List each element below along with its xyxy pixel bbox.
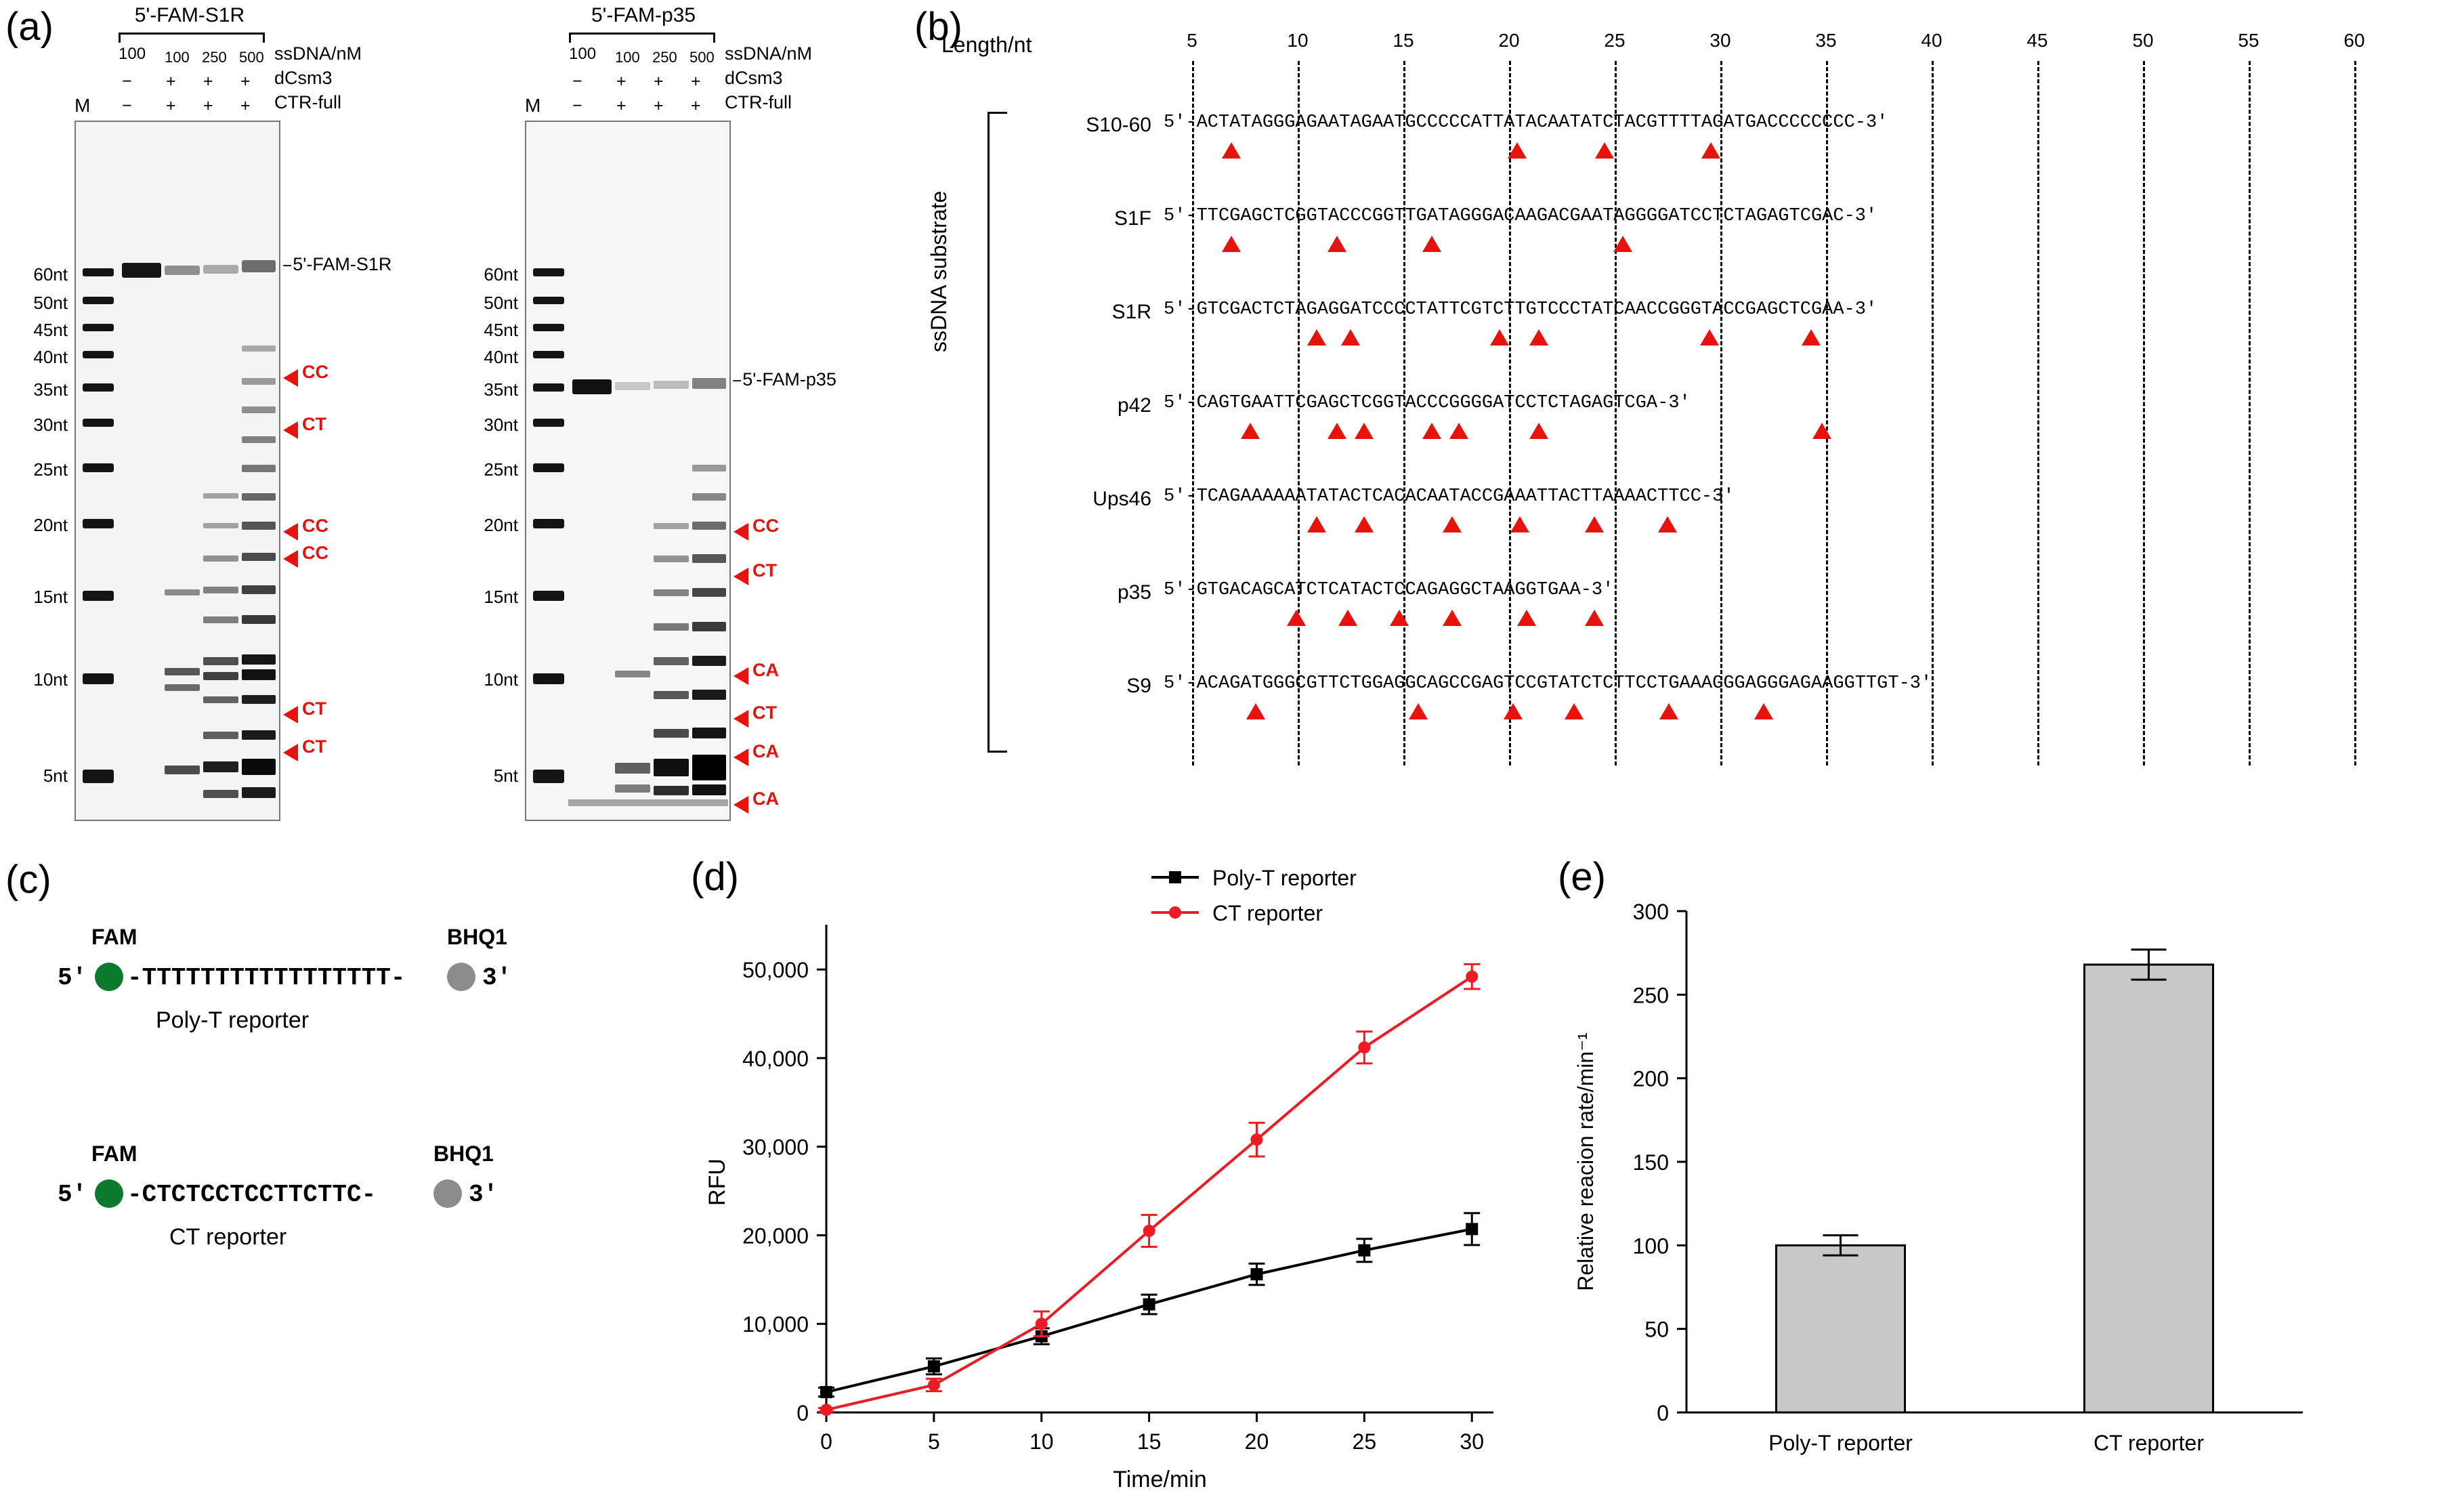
svg-text:250: 250 — [1632, 983, 1669, 1008]
seq-text-s10-60: 5′-ACTATAGGGAGAATAGAATGCCCCCATTATACAATATCTACGTTTTAGATGACCCCCCCC-3′ — [1164, 112, 1888, 133]
gel2-dcsm3-v0: − — [572, 72, 582, 91]
len-tick-40: 40 — [1921, 30, 1942, 51]
gel2-ladder-40nt: 40nt — [484, 347, 518, 367]
reporter1-sequence: -TTTTTTTTTTTTTTTTT- — [127, 964, 406, 992]
gel2-conc-250: 250 — [652, 49, 677, 66]
grid-line-35 — [1826, 61, 1828, 766]
gel2-title: 5'-FAM-p35 — [591, 4, 696, 26]
svg-text:15: 15 — [1137, 1429, 1162, 1454]
reporter1-three-prime: 3′ — [482, 964, 512, 992]
gel2-annot-3: CA — [752, 660, 779, 680]
seq-name-p42: p42 — [1117, 394, 1151, 417]
panel-b — [908, 0, 2464, 847]
cut-arrow-s10-3 — [1595, 142, 1614, 159]
relative-rate-chart — [1551, 850, 2364, 1510]
len-tick-60: 60 — [2343, 30, 2365, 51]
cut-arrow-s1r-3 — [1490, 329, 1509, 345]
cut-arrow-p42-5 — [1449, 423, 1468, 439]
len-tick-45: 45 — [2026, 30, 2048, 51]
cut-arrow-s9-2 — [1409, 703, 1428, 719]
panel-b-axis-title: Length/nt — [941, 33, 1032, 57]
seq-text-s1r: 5′-GTCGACTCTAGAGGATCCCCTATTCGTCTTGTCCCTATCAACCGGGTACCGAGCTCGAA-3′ — [1164, 299, 1877, 320]
gel1-ladder-40nt: 40nt — [33, 347, 68, 367]
grid-line-45 — [2037, 61, 2039, 766]
svg-text:Relative reacion rate/min⁻¹: Relative reacion rate/min⁻¹ — [1573, 1032, 1598, 1291]
grid-line-60 — [2354, 61, 2356, 766]
reporter2-five-prime: 5′ — [58, 1181, 87, 1209]
gel1-conc-100: 100 — [119, 45, 146, 63]
gel2-annot-5: CA — [752, 741, 779, 761]
cut-arrow-s10-2 — [1508, 142, 1527, 159]
gel1-ctr-v0: − — [122, 96, 132, 115]
cut-arrow-p42-2 — [1327, 423, 1346, 439]
gel1-annot-6: CT — [302, 736, 326, 757]
gel1-arrow-2 — [283, 421, 298, 439]
grid-line-55 — [2249, 61, 2251, 766]
gel2-annot-1: CC — [752, 516, 779, 536]
grid-line-15 — [1403, 61, 1405, 766]
svg-text:Poly-T reporter: Poly-T reporter — [1212, 866, 1357, 890]
cut-arrow-ups46-3 — [1443, 516, 1462, 532]
len-tick-35: 35 — [1815, 30, 1837, 51]
gel1-dcsm3-label: dCsm3 — [274, 68, 333, 88]
cut-arrow-s1r-6 — [1802, 329, 1821, 345]
cut-arrow-s10-1 — [1222, 142, 1241, 159]
gel1-arrow-5 — [283, 706, 298, 723]
svg-text:RFU: RFU — [704, 1158, 730, 1206]
gel1-annot-2: CT — [302, 414, 326, 434]
gel2-dcsm3-v2: + — [654, 72, 664, 91]
panel-b-side-label: ssDNA substrate — [927, 190, 951, 352]
gel2-dcsm3-label: dCsm3 — [725, 68, 783, 88]
panel-e — [1551, 850, 2464, 1510]
gel1-ctr-v2: + — [203, 96, 213, 115]
gel2-ctr-v3: + — [691, 96, 701, 115]
cut-arrow-p42-3 — [1355, 423, 1374, 439]
gel2-ctr-label: CTR-full — [725, 92, 792, 112]
grid-line-30 — [1720, 61, 1722, 766]
len-tick-10: 10 — [1287, 30, 1309, 51]
gel1-conc-500: 500 — [239, 49, 264, 66]
gel2-ladder-50nt: 50nt — [484, 293, 518, 313]
bhq-quencher-icon-2 — [433, 1179, 462, 1208]
gel2-conc-label: ssDNA/nM — [725, 43, 813, 64]
svg-text:CT reporter: CT reporter — [1212, 901, 1323, 925]
reporter2-three-prime: 3′ — [469, 1181, 498, 1209]
seq-text-s9: 5′-ACAGATGGGCGTTCTGGAGGCAGCCGAGTCCGTATCTCTTCCTGAAAGGGAGGGAGAAGGTTGT-3′ — [1164, 673, 1932, 694]
cut-arrow-s9-5 — [1659, 703, 1678, 719]
cut-arrow-p35-5 — [1517, 610, 1536, 626]
gel1-ladder-25nt: 25nt — [33, 459, 68, 480]
svg-text:200: 200 — [1632, 1066, 1669, 1091]
gel2-dcsm3-v3: + — [691, 72, 701, 91]
gel2-ladder-10nt: 10nt — [484, 669, 518, 690]
gel1-dcsm3-v1: + — [166, 72, 176, 91]
cut-arrow-s9-4 — [1565, 703, 1584, 719]
svg-text:30: 30 — [1460, 1429, 1485, 1454]
gel2-arrow-3 — [734, 667, 748, 685]
len-tick-20: 20 — [1498, 30, 1520, 51]
gel1-annot-3: CC — [302, 516, 328, 536]
seq-name-ups46: Ups46 — [1092, 488, 1151, 510]
svg-text:150: 150 — [1632, 1150, 1669, 1175]
reporter2-fam-label: FAM — [91, 1141, 137, 1166]
panel-a — [0, 0, 901, 847]
cut-arrow-ups46-2 — [1355, 516, 1374, 532]
gel1-conc-250: 250 — [202, 49, 227, 66]
svg-text:0: 0 — [796, 1401, 809, 1425]
bhq-quencher-icon — [447, 963, 475, 991]
cut-arrow-p35-1 — [1287, 610, 1306, 626]
svg-text:50: 50 — [1644, 1317, 1669, 1342]
svg-text:5: 5 — [927, 1429, 940, 1454]
gel1-arrow-4 — [283, 550, 298, 568]
reporter1-name: Poly-T reporter — [156, 1007, 310, 1033]
gel1-dcsm3-v2: + — [203, 72, 213, 91]
reporter2-bhq-label: BHQ1 — [433, 1141, 494, 1166]
len-tick-55: 55 — [2238, 30, 2259, 51]
panel-a-letter: (a) — [5, 5, 54, 49]
cut-arrow-p42-4 — [1422, 423, 1441, 439]
rfu-time-chart — [684, 850, 1551, 1510]
svg-text:50,000: 50,000 — [742, 958, 809, 983]
gel2-ladder-5nt: 5nt — [493, 766, 518, 786]
svg-text:0: 0 — [820, 1429, 832, 1454]
cut-arrow-p42-1 — [1241, 423, 1260, 439]
gel1-arrow-1 — [283, 369, 298, 387]
gel1-ladder-20nt: 20nt — [33, 515, 68, 535]
gel2-ladder-15nt: 15nt — [484, 587, 518, 607]
len-tick-5: 5 — [1187, 30, 1197, 51]
cut-arrow-ups46-5 — [1585, 516, 1604, 532]
cut-arrow-s1f-4 — [1613, 236, 1632, 252]
cut-arrow-ups46-6 — [1658, 516, 1677, 532]
panel-c — [0, 850, 677, 1510]
panel-b-letter: (b) — [914, 5, 962, 49]
svg-text:30,000: 30,000 — [742, 1135, 809, 1160]
gel1-ladder-35nt: 35nt — [33, 379, 68, 400]
gel2-ladder-35nt: 35nt — [484, 379, 518, 400]
seq-text-s1f: 5′-TTCGAGCTCGGTACCCGGTTGATAGGGACAAGACGAATAGGGGATCCTCTAGAGTCGAC-3′ — [1164, 206, 1877, 226]
len-tick-30: 30 — [1709, 30, 1731, 51]
gel1-right-label: –5'-FAM-S1R — [282, 254, 392, 276]
gel1-bracket — [119, 33, 265, 43]
gel1-annot-4: CC — [302, 543, 328, 563]
seq-text-ups46: 5′-TCAGAAAAAATATACTCACACAATACCGAAATTACTTAAAACTTCC-3′ — [1164, 486, 1735, 507]
gel1-ctr-v3: + — [240, 96, 251, 115]
svg-text:40,000: 40,000 — [742, 1046, 809, 1071]
gel2-arrow-2 — [734, 568, 748, 585]
seq-name-s1r: S1R — [1111, 301, 1151, 323]
gel2-ladder-45nt: 45nt — [484, 320, 518, 340]
grid-line-20 — [1509, 61, 1511, 766]
cut-arrow-p35-3 — [1390, 610, 1409, 626]
cut-arrow-p35-4 — [1443, 610, 1462, 626]
gel2-ladder-60nt: 60nt — [484, 264, 518, 285]
gel1-ladder-60nt: 60nt — [33, 264, 68, 285]
gel1-ladder-5nt: 5nt — [43, 766, 68, 786]
cut-arrow-s1r-5 — [1700, 329, 1719, 345]
svg-text:Poly-T reporter: Poly-T reporter — [1768, 1431, 1913, 1455]
gel1-ladder-15nt: 15nt — [33, 587, 68, 607]
gel2-annot-2: CT — [752, 560, 777, 581]
seq-text-p35: 5′-GTGACAGCATCTCATACTCCAGAGGCTAAGGTGAA-3′ — [1164, 580, 1614, 600]
cut-arrow-s1r-2 — [1341, 329, 1360, 345]
gel2-conc-100: 100 — [569, 45, 597, 63]
cut-arrow-p35-2 — [1338, 610, 1357, 626]
seq-name-p35: p35 — [1117, 581, 1151, 604]
gel1-title: 5'-FAM-S1R — [134, 4, 245, 26]
gel2-ladder-30nt: 30nt — [484, 415, 518, 435]
gel2-ctr-v1: + — [616, 96, 626, 115]
gel2-dcsm3-v1: + — [616, 72, 626, 91]
reporter2-sequence: -CTCTCCTCCTTCTTC- — [127, 1181, 377, 1209]
seq-name-s10-60: S10-60 — [1086, 114, 1151, 136]
cut-arrow-p35-6 — [1585, 610, 1604, 626]
cut-arrow-s1r-4 — [1529, 329, 1548, 345]
gel2-annot-4: CT — [752, 702, 777, 723]
gel2-right-label: –5'-FAM-p35 — [731, 369, 836, 392]
grid-line-50 — [2143, 61, 2145, 766]
gel2-arrow-6 — [734, 796, 748, 814]
gel1-conc-100b: 100 — [165, 49, 190, 66]
gel2-arrow-5 — [734, 749, 748, 766]
gel2-ladder-20nt: 20nt — [484, 515, 518, 535]
svg-text:10,000: 10,000 — [742, 1312, 809, 1337]
gel1-ladder-10nt: 10nt — [33, 669, 68, 690]
gel2-image — [525, 121, 731, 821]
len-tick-25: 25 — [1604, 30, 1626, 51]
cut-arrow-ups46-4 — [1510, 516, 1529, 532]
svg-text:100: 100 — [1632, 1234, 1669, 1259]
seq-name-s1f: S1F — [1113, 207, 1151, 230]
seq-text-p42: 5′-CAGTGAATTCGAGCTCGGTACCCGGGGATCCTCTAGAGTCGA-3′ — [1164, 393, 1691, 413]
reporter2-name: CT reporter — [169, 1224, 287, 1250]
grid-line-10 — [1298, 61, 1300, 766]
gel1-arrow-6 — [283, 744, 298, 761]
svg-text:0: 0 — [1657, 1401, 1669, 1425]
svg-text:20,000: 20,000 — [742, 1223, 809, 1249]
gel1-conc-label: ssDNA/nM — [274, 43, 362, 64]
cut-arrow-s10-4 — [1701, 142, 1720, 159]
panel-d-letter: (d) — [691, 855, 739, 899]
reporter1-fam-label: FAM — [91, 925, 137, 949]
gel1-ladder-45nt: 45nt — [33, 320, 68, 340]
svg-text:10: 10 — [1029, 1429, 1054, 1454]
svg-text:20: 20 — [1244, 1429, 1269, 1454]
panel-c-letter: (c) — [5, 858, 51, 902]
cut-arrow-s9-1 — [1246, 703, 1265, 719]
gel2-conc-100b: 100 — [615, 49, 640, 66]
len-tick-15: 15 — [1393, 30, 1414, 51]
gel2-bracket — [569, 33, 715, 43]
gel1-dcsm3-v3: + — [240, 72, 251, 91]
cut-arrow-s9-6 — [1754, 703, 1773, 719]
grid-line-5 — [1192, 61, 1194, 766]
cut-arrow-s1r-1 — [1307, 329, 1326, 345]
fam-fluorophore-icon-2 — [95, 1179, 123, 1208]
panel-b-bracket — [987, 112, 1007, 753]
gel2-arrow-1 — [734, 523, 748, 541]
gel2-ctr-v0: − — [572, 96, 582, 115]
gel1-image — [75, 121, 280, 821]
reporter1-five-prime: 5′ — [58, 964, 87, 992]
panel-e-letter: (e) — [1558, 855, 1606, 899]
cut-arrow-s9-3 — [1504, 703, 1523, 719]
gel1-ctr-v1: + — [166, 96, 176, 115]
svg-text:CT reporter: CT reporter — [2093, 1431, 2205, 1455]
cut-arrow-s1f-2 — [1327, 236, 1346, 252]
svg-text:300: 300 — [1632, 900, 1669, 924]
gel1-dcsm3-v0: − — [122, 72, 132, 91]
cut-arrow-ups46-1 — [1307, 516, 1326, 532]
gel2-ctr-v2: + — [654, 96, 664, 115]
gel1-ladder-50nt: 50nt — [33, 293, 68, 313]
grid-line-25 — [1615, 61, 1617, 766]
len-tick-50: 50 — [2132, 30, 2154, 51]
cut-arrow-p42-7 — [1812, 423, 1831, 439]
cut-arrow-s1f-1 — [1222, 236, 1241, 252]
fam-fluorophore-icon — [95, 963, 123, 991]
svg-text:25: 25 — [1352, 1429, 1377, 1454]
gel1-annot-1: CC — [302, 362, 328, 382]
gel1-ctr-label: CTR-full — [274, 92, 341, 112]
gel2-marker-label: M — [525, 95, 541, 116]
reporter1-bhq-label: BHQ1 — [447, 925, 507, 949]
gel1-arrow-3 — [283, 523, 298, 541]
gel2-ladder-25nt: 25nt — [484, 459, 518, 480]
gel1-ladder-30nt: 30nt — [33, 415, 68, 435]
grid-line-40 — [1932, 61, 1934, 766]
gel2-conc-500: 500 — [689, 49, 715, 66]
panel-d — [684, 850, 1551, 1510]
gel1-marker-label: M — [75, 95, 91, 116]
gel2-annot-6: CA — [752, 789, 779, 809]
cut-arrow-p42-6 — [1529, 423, 1548, 439]
svg-text:Time/min: Time/min — [1113, 1467, 1207, 1492]
seq-name-s9: S9 — [1126, 675, 1151, 697]
gel2-arrow-4 — [734, 710, 748, 728]
cut-arrow-s1f-3 — [1422, 236, 1441, 252]
gel1-annot-5: CT — [302, 698, 326, 719]
